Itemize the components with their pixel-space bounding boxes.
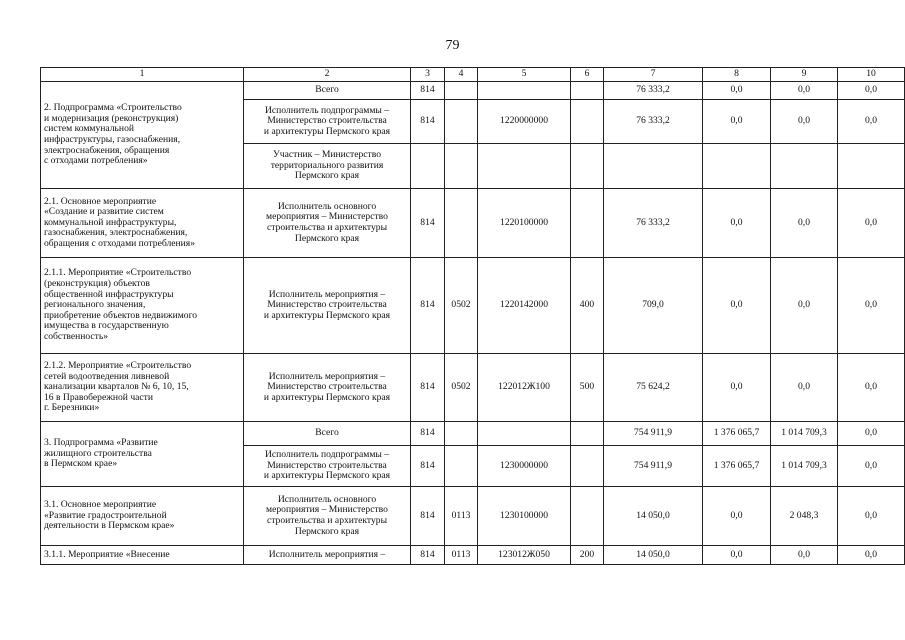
cell-c10: 0,0 (838, 446, 905, 487)
executor-cell: Всего (244, 422, 411, 446)
cell-c5 (478, 422, 571, 446)
measure-name-cell: 2.1.2. Мероприятие «Строительство сетей водоотведения ливневой канализации кварталов № 6, 10, 15, 16 в Правобережной части г. Березники» (41, 354, 244, 422)
cell-c3: 814 (411, 82, 445, 100)
cell-c5 (478, 144, 571, 189)
cell-c5: 1220142000 (478, 258, 571, 354)
cell-c6 (571, 82, 604, 100)
cell-c7 (604, 144, 703, 189)
cell-c7: 709,0 (604, 258, 703, 354)
executor-cell: Исполнитель мероприятия – (244, 546, 411, 565)
cell-c6 (571, 144, 604, 189)
executor-cell: Всего (244, 82, 411, 100)
cell-c5: 122012Ж100 (478, 354, 571, 422)
cell-c10: 0,0 (838, 546, 905, 565)
cell-c5: 1230000000 (478, 446, 571, 487)
cell-c6 (571, 487, 604, 546)
measure-name-cell: 2. Подпрограмма «Строительство и модернизация (реконструкция) систем коммунальной инфраструктуры, газоснабжения, электроснабжения, обращения с отходами потребления» (41, 82, 244, 189)
executor-cell: Участник – Министерство территориального развития Пермского края (244, 144, 411, 189)
cell-c4 (445, 189, 478, 258)
cell-c3: 814 (411, 422, 445, 446)
measure-name-cell: 2.1. Основное мероприятие «Создание и развитие систем коммунальной инфраструктуры, газоснабжения, электроснабжения, обращения с отходами потребления» (41, 189, 244, 258)
cell-c5: 1220000000 (478, 100, 571, 144)
measure-name-cell: 3.1. Основное мероприятие «Развитие градостроительной деятельности в Пермском крае» (41, 487, 244, 546)
cell-c8: 0,0 (703, 546, 771, 565)
cell-c8: 0,0 (703, 354, 771, 422)
table-row (41, 82, 905, 100)
header-cell: 7 (604, 68, 703, 82)
cell-c9: 0,0 (771, 546, 838, 565)
cell-c9: 0,0 (771, 354, 838, 422)
executor-cell: Исполнитель основного мероприятия – Министерство строительства и архитектуры Пермского края (244, 189, 411, 258)
cell-c9: 1 014 709,3 (771, 446, 838, 487)
cell-c5: 1220100000 (478, 189, 571, 258)
cell-c8: 0,0 (703, 189, 771, 258)
measure-name-cell: 3.1.1. Мероприятие «Внесение (41, 546, 244, 565)
cell-c7: 754 911,9 (604, 446, 703, 487)
cell-c4 (445, 446, 478, 487)
cell-c10: 0,0 (838, 422, 905, 446)
cell-c9: 0,0 (771, 258, 838, 354)
header-cell: 6 (571, 68, 604, 82)
cell-c4: 0113 (445, 487, 478, 546)
cell-c6: 400 (571, 258, 604, 354)
cell-c8: 1 376 065,7 (703, 422, 771, 446)
header-cell: 2 (244, 68, 411, 82)
cell-c9: 0,0 (771, 100, 838, 144)
cell-c7: 754 911,9 (604, 422, 703, 446)
header-cell: 5 (478, 68, 571, 82)
executor-cell: Исполнитель подпрограммы – Министерство строительства и архитектуры Пермского края (244, 446, 411, 487)
cell-c10: 0,0 (838, 487, 905, 546)
cell-c6 (571, 446, 604, 487)
cell-c5: 1230100000 (478, 487, 571, 546)
cell-c7: 75 624,2 (604, 354, 703, 422)
executor-cell: Исполнитель основного мероприятия – Министерство строительства и архитектуры Пермского края (244, 487, 411, 546)
table-body (41, 82, 905, 565)
table-row (41, 546, 905, 565)
cell-c9 (771, 144, 838, 189)
cell-c7: 76 333,2 (604, 100, 703, 144)
cell-c5: 123012Ж050 (478, 546, 571, 565)
cell-c8: 0,0 (703, 487, 771, 546)
cell-c4 (445, 82, 478, 100)
cell-c7: 14 050,0 (604, 546, 703, 565)
executor-cell: Исполнитель мероприятия – Министерство строительства и архитектуры Пермского края (244, 354, 411, 422)
cell-c10: 0,0 (838, 82, 905, 100)
executor-cell: Исполнитель мероприятия – Министерство строительства и архитектуры Пермского края (244, 258, 411, 354)
cell-c10: 0,0 (838, 354, 905, 422)
cell-c7: 76 333,2 (604, 82, 703, 100)
cell-c9: 1 014 709,3 (771, 422, 838, 446)
cell-c3 (411, 144, 445, 189)
header-cell: 4 (445, 68, 478, 82)
cell-c8 (703, 144, 771, 189)
table-row (41, 487, 905, 546)
table-row (41, 189, 905, 258)
cell-c7: 76 333,2 (604, 189, 703, 258)
cell-c3: 814 (411, 189, 445, 258)
measure-name-cell: 2.1.1. Мероприятие «Строительство (реконструкция) объектов общественной инфраструктуры регионального значения, приобретение объектов недвижимого имущества в государственную собственность» (41, 258, 244, 354)
cell-c7: 14 050,0 (604, 487, 703, 546)
header-cell: 9 (771, 68, 838, 82)
cell-c9: 0,0 (771, 82, 838, 100)
table-row (41, 258, 905, 354)
executor-cell: Исполнитель подпрограммы – Министерство строительства и архитектуры Пермского края (244, 100, 411, 144)
cell-c3: 814 (411, 446, 445, 487)
cell-c9: 2 048,3 (771, 487, 838, 546)
cell-c6 (571, 422, 604, 446)
header-cell: 3 (411, 68, 445, 82)
cell-c4 (445, 100, 478, 144)
cell-c6: 500 (571, 354, 604, 422)
header-cell: 8 (703, 68, 771, 82)
cell-c6: 200 (571, 546, 604, 565)
cell-c8: 0,0 (703, 100, 771, 144)
cell-c4: 0113 (445, 546, 478, 565)
cell-c6 (571, 100, 604, 144)
cell-c4 (445, 422, 478, 446)
cell-c10: 0,0 (838, 258, 905, 354)
cell-c6 (571, 189, 604, 258)
cell-c8: 1 376 065,7 (703, 446, 771, 487)
table-row (41, 354, 905, 422)
measure-name-cell: 3. Подпрограмма «Развитие жилищного строительства в Пермском крае» (41, 422, 244, 487)
cell-c10: 0,0 (838, 189, 905, 258)
cell-c4: 0502 (445, 354, 478, 422)
cell-c3: 814 (411, 354, 445, 422)
cell-c10: 0,0 (838, 100, 905, 144)
cell-c3: 814 (411, 546, 445, 565)
table-header (41, 68, 905, 82)
cell-c3: 814 (411, 100, 445, 144)
page-number: 79 (445, 38, 460, 53)
cell-c3: 814 (411, 258, 445, 354)
header-cell: 10 (838, 68, 905, 82)
cell-c8: 0,0 (703, 82, 771, 100)
cell-c4: 0502 (445, 258, 478, 354)
header-cell: 1 (41, 68, 244, 82)
cell-c5 (478, 82, 571, 100)
budget-table (40, 67, 905, 565)
cell-c3: 814 (411, 487, 445, 546)
cell-c10 (838, 144, 905, 189)
cell-c4 (445, 144, 478, 189)
table-row (41, 422, 905, 446)
cell-c9: 0,0 (771, 189, 838, 258)
cell-c8: 0,0 (703, 258, 771, 354)
